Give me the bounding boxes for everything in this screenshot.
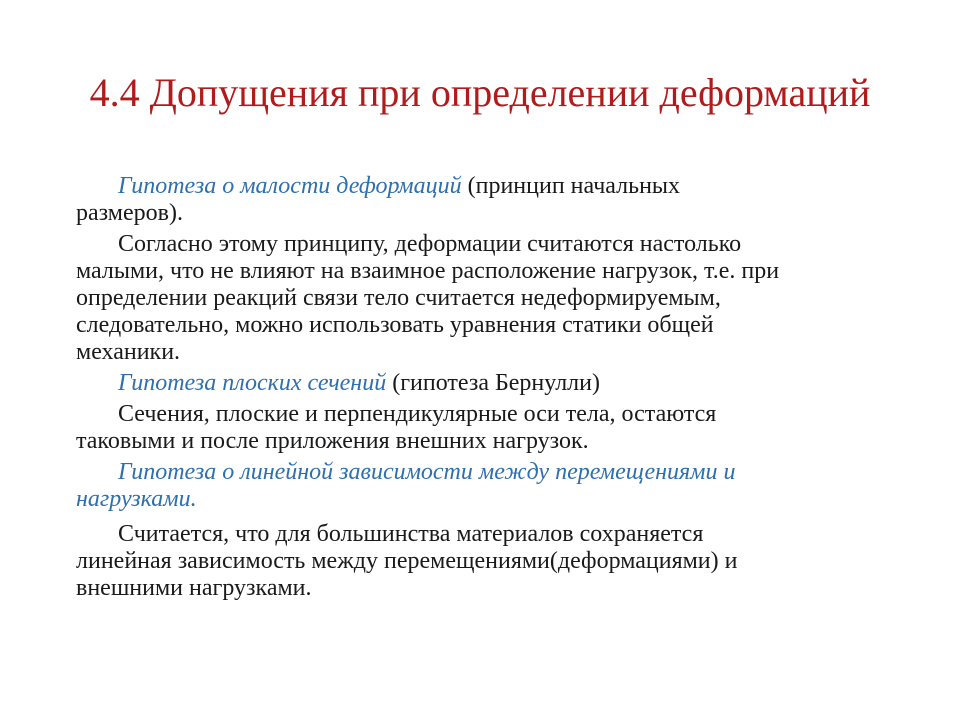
paragraph-line: следовательно, можно использовать уравнения статики общей <box>76 312 714 338</box>
hypothesis-note: (гипотеза Бернулли) <box>386 370 600 396</box>
paragraph-line: Считается, что для большинства материалов сохраняется <box>118 521 704 547</box>
paragraph-hypothesis-linearity <box>76 459 912 513</box>
paragraph-line: внешними нагрузками. <box>76 575 312 601</box>
hypothesis-term: Гипотеза о линейной зависимости между перемещениями и <box>118 459 736 485</box>
slide-body <box>76 173 912 606</box>
paragraph-principle-explanation <box>76 231 912 366</box>
paragraph-plane-sections-explanation <box>76 401 912 455</box>
paragraph-line: определении реакций связи тело считается недеформируемым, <box>76 285 721 311</box>
paragraph-hypothesis-small-deformations <box>76 173 912 227</box>
paragraph-hypothesis-plane-sections <box>76 370 912 397</box>
paragraph-line: линейная зависимость между перемещениями(деформациями) и <box>76 548 738 574</box>
paragraph-line <box>76 173 912 200</box>
hypothesis-term: нагрузками. <box>76 486 197 512</box>
paragraph-line: Сечения, плоские и перпендикулярные оси тела, остаются <box>118 401 717 427</box>
paragraph-linearity-explanation <box>76 521 912 602</box>
paragraph-line: механики. <box>76 339 181 365</box>
paragraph-line <box>76 370 912 397</box>
paragraph-line: размеров). <box>76 200 183 226</box>
hypothesis-term: Гипотеза плоских сечений <box>118 370 387 396</box>
paragraph-line: таковыми и после приложения внешних нагрузок. <box>76 428 589 454</box>
slide-title: 4.4 Допущения при определении деформаций <box>89 70 871 115</box>
paragraph-line: Согласно этому принципу, деформации считаются настолько <box>118 231 742 257</box>
paragraph-line: малыми, что не влияют на взаимное расположение нагрузок, т.е. при <box>76 258 780 284</box>
hypothesis-term: Гипотеза о малости деформаций <box>118 173 462 199</box>
hypothesis-note: (принцип начальных <box>461 173 681 199</box>
